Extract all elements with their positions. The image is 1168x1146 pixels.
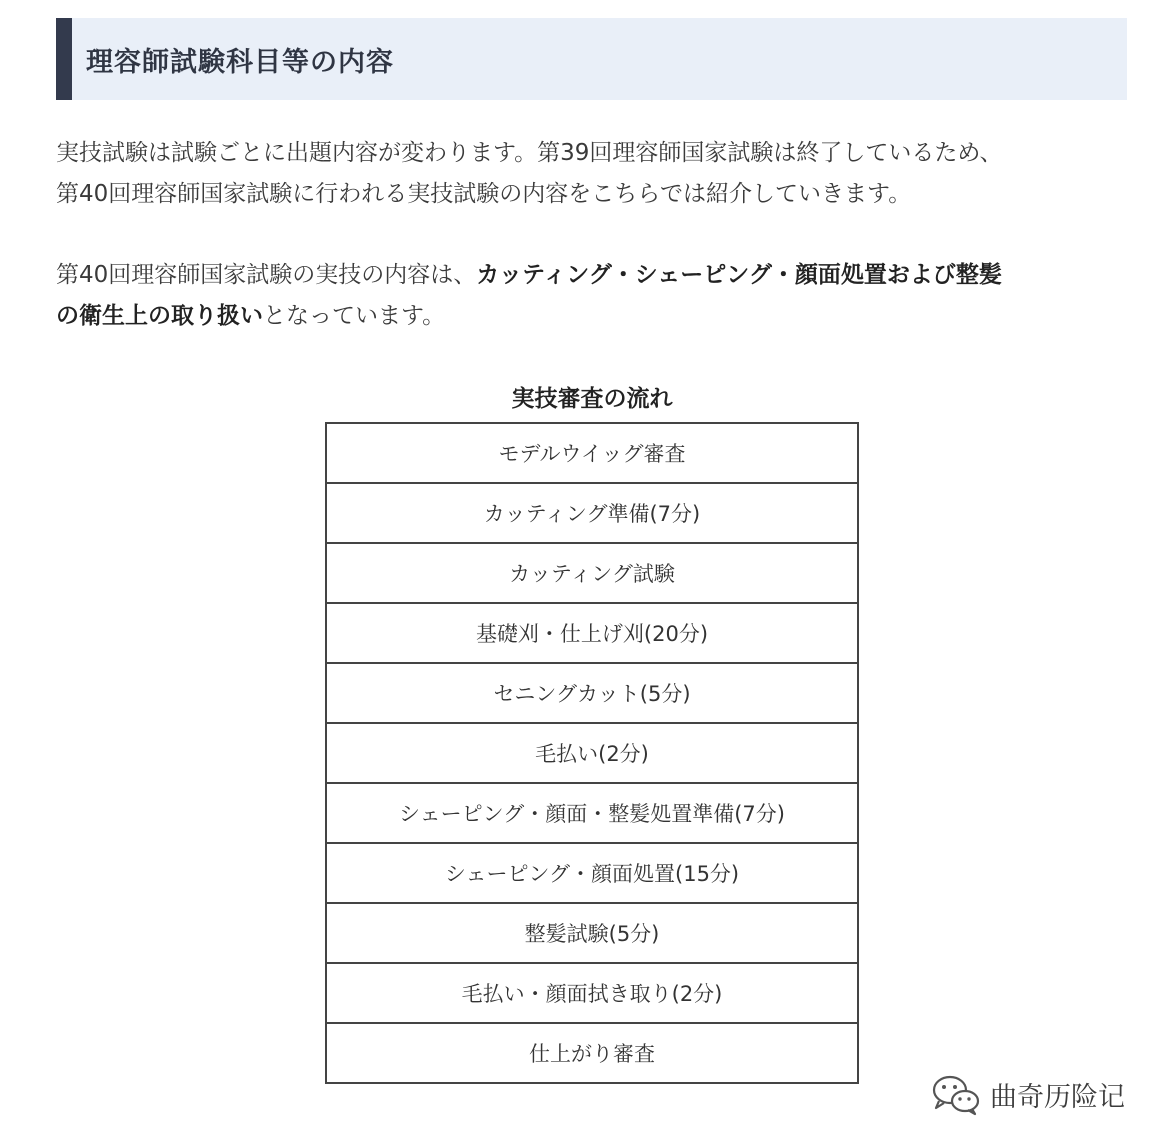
content-line-2-plain: となっています。	[263, 303, 446, 329]
table-row	[326, 663, 858, 723]
flow-step: カッティング試験	[326, 543, 858, 603]
content-line-1-bold: カッティング・シェーピング・顔面処置および整髪	[476, 262, 1002, 288]
flow-step: セニングカット(5分)	[326, 663, 858, 723]
table-row	[326, 843, 858, 903]
flow-step: シェーピング・顔面処置(15分)	[326, 843, 858, 903]
flow-step: カッティング準備(7分)	[326, 483, 858, 543]
table-row	[326, 423, 858, 483]
flow-step: 仕上がり審査	[326, 1023, 858, 1083]
intro-paragraph	[56, 133, 1131, 215]
content-paragraph-line-1	[56, 255, 1131, 296]
table-row	[326, 543, 858, 603]
section-heading-text: 理容師試験科目等の内容	[86, 46, 394, 78]
content-line-1-plain: 第40回理容師国家試験の実技の内容は、	[56, 262, 477, 288]
table-row	[326, 903, 858, 963]
content-line-2-bold: の衛生上の取り扱い	[56, 303, 263, 329]
flow-table	[325, 422, 859, 1084]
section-heading	[56, 18, 1127, 100]
table-row	[326, 483, 858, 543]
intro-paragraph-line-1: 実技試験は試験ごとに出題内容が変わります。第39回理容師国家試験は終了しているため、	[56, 140, 1003, 166]
flow-step: 整髪試験(5分)	[326, 903, 858, 963]
watermark-text: 曲奇历险记	[990, 1081, 1125, 1113]
flow-step: 毛払い(2分)	[326, 723, 858, 783]
content-paragraph-line-2	[56, 296, 1131, 337]
wechat-icon	[930, 1072, 982, 1116]
content-paragraph	[56, 255, 1131, 337]
table-row	[326, 783, 858, 843]
flow-step: 毛払い・顔面拭き取り(2分)	[326, 963, 858, 1023]
table-row	[326, 963, 858, 1023]
watermark	[930, 1072, 1125, 1116]
flow-step: モデルウイッグ審査	[326, 423, 858, 483]
intro-paragraph-line-2: 第40回理容師国家試験に行われる実技試験の内容をこちらでは紹介していきます。	[56, 181, 912, 207]
flow-step: シェーピング・顔面・整髪処置準備(7分)	[326, 783, 858, 843]
flow-table-title: 実技審査の流れ	[511, 386, 673, 412]
table-row	[326, 603, 858, 663]
table-row	[326, 1023, 858, 1083]
table-row	[326, 723, 858, 783]
flow-step: 基礎刈・仕上げ刈(20分)	[326, 603, 858, 663]
